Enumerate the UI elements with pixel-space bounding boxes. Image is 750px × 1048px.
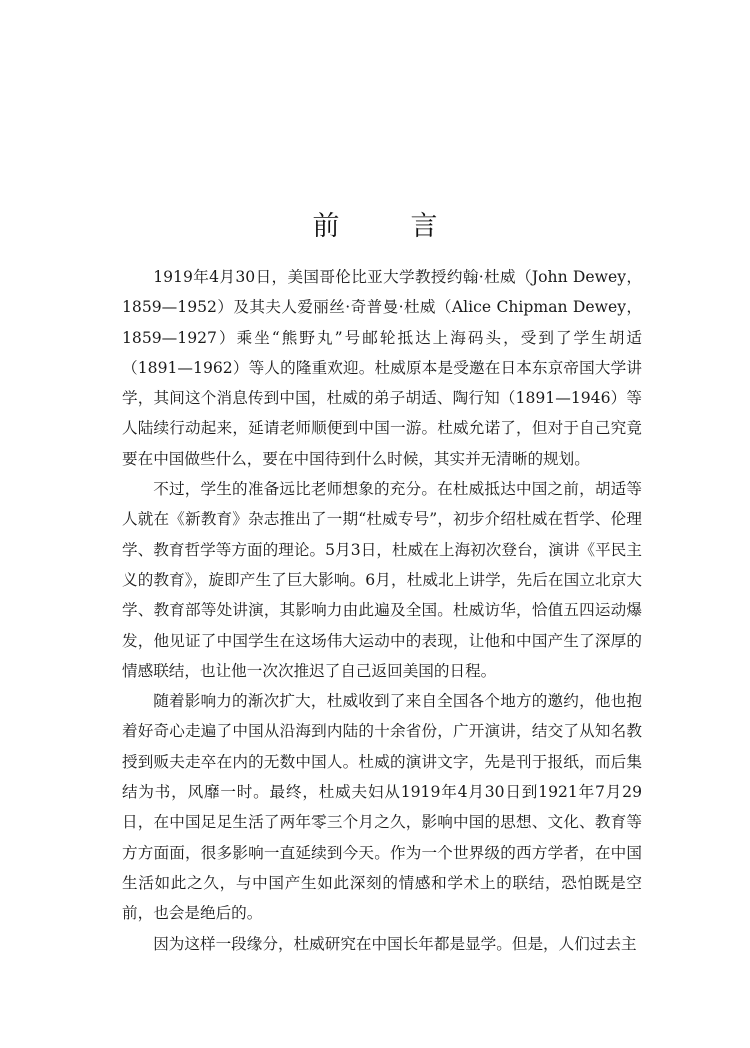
- preface-body: [122, 262, 642, 959]
- paragraph-4: 因为这样一段缘分，杜威研究在中国长年都是显学。但是，人们过去主: [153, 934, 637, 953]
- page-title: 前 言: [312, 211, 460, 243]
- paragraph-2: 不过，学生的准备远比老师想象的充分。在杜威抵达中国之前，胡适等人就在《新教育》杂志推出了一期“杜威专号”，初步介绍杜威在哲学、伦理学、教育哲学等方面的理论。5月3日，杜威在上海初次登台，演讲《平民主义的教育》，旋即产生了巨大影响。6月，杜威北上讲学，先后在国立北京大学、教育部等处讲演，其影响力由此遍及全国。杜威访华，恰值五四运动爆发，他见证了中国学生在这场伟大运动中的表现，让他和中国产生了深厚的情感联结，也让他一次次推迟了自己返回美国的日程。: [122, 480, 642, 680]
- paragraph-3: 随着影响力的渐次扩大，杜威收到了来自全国各个地方的邀约，他也抱着好奇心走遍了中国从沿海到内陆的十余省份，广开演讲，结交了从知名教授到贩夫走卒在内的无数中国人。杜威的演讲文字，先是刊于报纸，而后集结为书，风靡一时。最终，杜威夫妇从1919年4月30日到1921年7月29日，在中国足足生活了两年零三个月之久，影响中国的思想、文化、教育等方方面面，很多影响一直延续到今天。作为一个世界级的西方学者，在中国生活如此之久，与中国产生如此深刻的情感和学术上的联结，恐怕既是空前，也会是绝后的。: [122, 692, 642, 923]
- paragraph-1: 1919年4月30日，美国哥伦比亚大学教授约翰·杜威（John Dewey，1859—1952）及其夫人爱丽丝·奇普曼·杜威（Alice Chipman Dewey，1859—1927）乘坐“熊野丸”号邮轮抵达上海码头，受到了学生胡适（1891—1962）等人的隆重欢迎。杜威原本是受邀在日本东京帝国大学讲学，其间这个消息传到中国，杜威的弟子胡适、陶行知（1891—1946）等人陆续行动起来，延请老师顺便到中国一游。杜威允诺了，但对于自己究竟要在中国做些什么，要在中国待到什么时候，其实并无清晰的规划。: [122, 268, 642, 468]
